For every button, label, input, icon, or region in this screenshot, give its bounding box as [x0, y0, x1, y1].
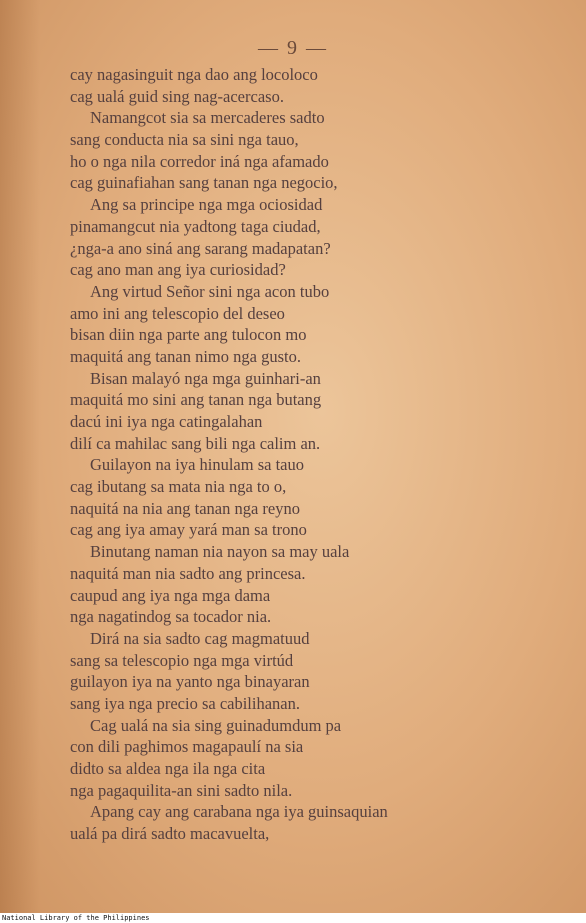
text-line: didto sa aldea nga ila nga cita: [70, 759, 266, 778]
text-line: nga nagatindog sa tocador nia.: [70, 607, 272, 627]
text-line: Cag ualá na sia sing guinadumdum pa: [90, 715, 342, 735]
page-number: — 9 —: [258, 37, 328, 59]
text-line: con dili paghimos magapaulí na sia: [70, 737, 304, 757]
text-line: dilí ca mahilac sang bili nga calim an.: [70, 433, 321, 453]
text-line: cag guinafiahan sang tanan nga negocio,: [70, 173, 338, 193]
text-line: Ang virtud Señor sini nga acon tubo: [90, 281, 330, 301]
text-line: Bisan malayó nga mga guinhari-an: [90, 368, 321, 388]
text-line: bisan diin nga parte ang tulocon mo: [70, 325, 307, 345]
text-line: cag ualá guid sing nag-acercaso.: [70, 86, 284, 106]
text-line: sang iya nga precio sa cabilihanan.: [70, 693, 300, 713]
library-footer: National Library of the Philippines: [2, 913, 586, 923]
text-line: cag ibutang sa mata nia nga to o,: [70, 477, 287, 497]
text-line: cag ano man ang iya curiosidad?: [70, 260, 286, 280]
text-line: Ang sa principe nga mga ociosidad: [90, 195, 323, 215]
poem-text: [70, 64, 510, 845]
text-line: ¿nga-a ano siná ang sarang madapatan?: [70, 238, 331, 258]
text-line: Dirá na sia sadto cag magmatuud: [90, 628, 310, 648]
text-line: naquitá man nia sadto ang princesa.: [70, 563, 306, 583]
text-line: cay nagasinguit nga dao ang locoloco: [70, 65, 318, 84]
text-line: maquitá mo sini ang tanan nga butang: [70, 390, 322, 410]
text-line: caupud ang iya nga mga dama: [70, 585, 271, 605]
text-line: guilayon iya na yanto nga binayaran: [70, 672, 310, 692]
text-line: pinamangcut nia yadtong taga ciudad,: [70, 216, 321, 236]
text-line: naquitá na nia ang tanan nga reyno: [70, 498, 300, 518]
text-line: Binutang naman nia nayon sa may uala: [90, 542, 350, 562]
text-line: amo ini ang telescopio del deseo: [70, 303, 285, 323]
text-line: sang conducta nia sa sini nga tauo,: [70, 130, 299, 150]
text-line: Guilayon na iya hinulam sa tauo: [90, 455, 304, 475]
text-line: maquitá ang tanan nimo nga gusto.: [70, 346, 301, 366]
text-line: ho o nga nila corredor iná nga afamado: [70, 151, 329, 171]
text-line: sang sa telescopio nga mga virtúd: [70, 650, 294, 670]
text-line: nga pagaquilita-an sini sadto nila.: [70, 780, 293, 800]
text-line: Apang cay ang carabana nga iya guinsaquian: [90, 802, 388, 822]
text-line: Namangcot sia sa mercaderes sadto: [90, 108, 325, 128]
text-line: ualá pa dirá sadto macavuelta,: [70, 824, 270, 844]
text-line: cag ang iya amay yará man sa trono: [70, 520, 307, 540]
text-line: dacú ini iya nga catingalahan: [70, 412, 263, 431]
